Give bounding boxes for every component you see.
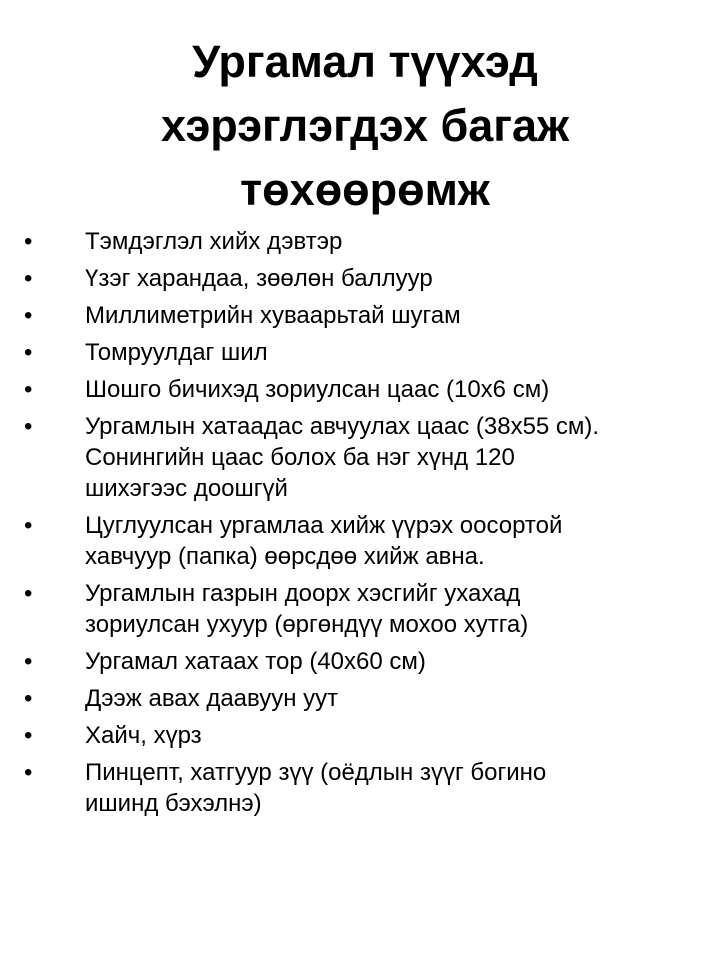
slide-title-line: төхөөрөмж — [240, 164, 490, 215]
slide-title-line: Ургамал түүхэд — [192, 36, 538, 87]
list-item-text: Үзэг харандаа, зөөлөн баллуур — [85, 265, 433, 292]
list-item — [24, 300, 684, 331]
bullet-icon: • — [24, 265, 33, 292]
list-item — [24, 757, 684, 819]
list-item — [24, 646, 684, 677]
list-item-text: Ургамлын газрын доорх хэсгийг ухахад — [85, 580, 521, 607]
list-item-text: Томруулдаг шил — [85, 339, 268, 366]
list-item-text: Сонингийн цаас болох ба нэг хүнд 120 — [85, 444, 515, 471]
list-item — [24, 337, 684, 368]
bullet-icon: • — [24, 339, 33, 366]
bullet-icon: • — [24, 722, 33, 749]
list-item-text: Миллиметрийн хуваарьтай шугам — [85, 302, 461, 329]
list-item — [24, 411, 684, 504]
list-item-text: Дээж авах даавуун уут — [85, 685, 339, 712]
list-item — [24, 720, 684, 751]
list-item-text: Пинцепт, хатгуур зүү (оёдлын зүүг богино — [85, 759, 547, 786]
bullet-icon: • — [24, 413, 33, 440]
bullet-icon: • — [24, 228, 33, 255]
list-item — [24, 510, 684, 572]
list-item-text: хавчуур (папка) өөрсдөө хийж авна. — [85, 543, 485, 570]
slide-title-line: хэрэглэгдэх багаж — [161, 100, 569, 151]
bullet-icon: • — [24, 648, 33, 675]
list-item — [24, 578, 684, 640]
bullet-icon: • — [24, 302, 33, 329]
bullet-icon: • — [24, 759, 33, 786]
list-item-text: Ургамал хатаах тор (40х60 см) — [85, 648, 426, 675]
list-item — [24, 263, 684, 294]
list-item — [24, 683, 684, 714]
list-item-text: Цуглуулсан ургамлаа хийж үүрэх оосортой — [85, 512, 563, 539]
list-item — [24, 374, 684, 405]
bullet-icon: • — [24, 512, 33, 539]
list-item — [24, 226, 684, 257]
list-item-text: Хайч, хүрз — [85, 722, 202, 749]
slide-title — [40, 30, 690, 222]
bullet-icon: • — [24, 580, 33, 607]
equipment-list — [24, 226, 684, 825]
list-item-text: ишинд бэхэлнэ) — [85, 790, 262, 817]
bullet-icon: • — [24, 685, 33, 712]
list-item-text: Ургамлын хатаадас авчуулах цаас (38х55 см). — [85, 413, 600, 440]
bullet-icon: • — [24, 376, 33, 403]
list-item-text: шихэгээс доошгүй — [85, 475, 288, 502]
list-item-text: Тэмдэглэл хийх дэвтэр — [85, 228, 343, 255]
list-item-text: зориулсан ухуур (өргөндүү мохоо хутга) — [85, 611, 529, 638]
list-item-text: Шошго бичихэд зориулсан цаас (10х6 см) — [85, 376, 550, 403]
